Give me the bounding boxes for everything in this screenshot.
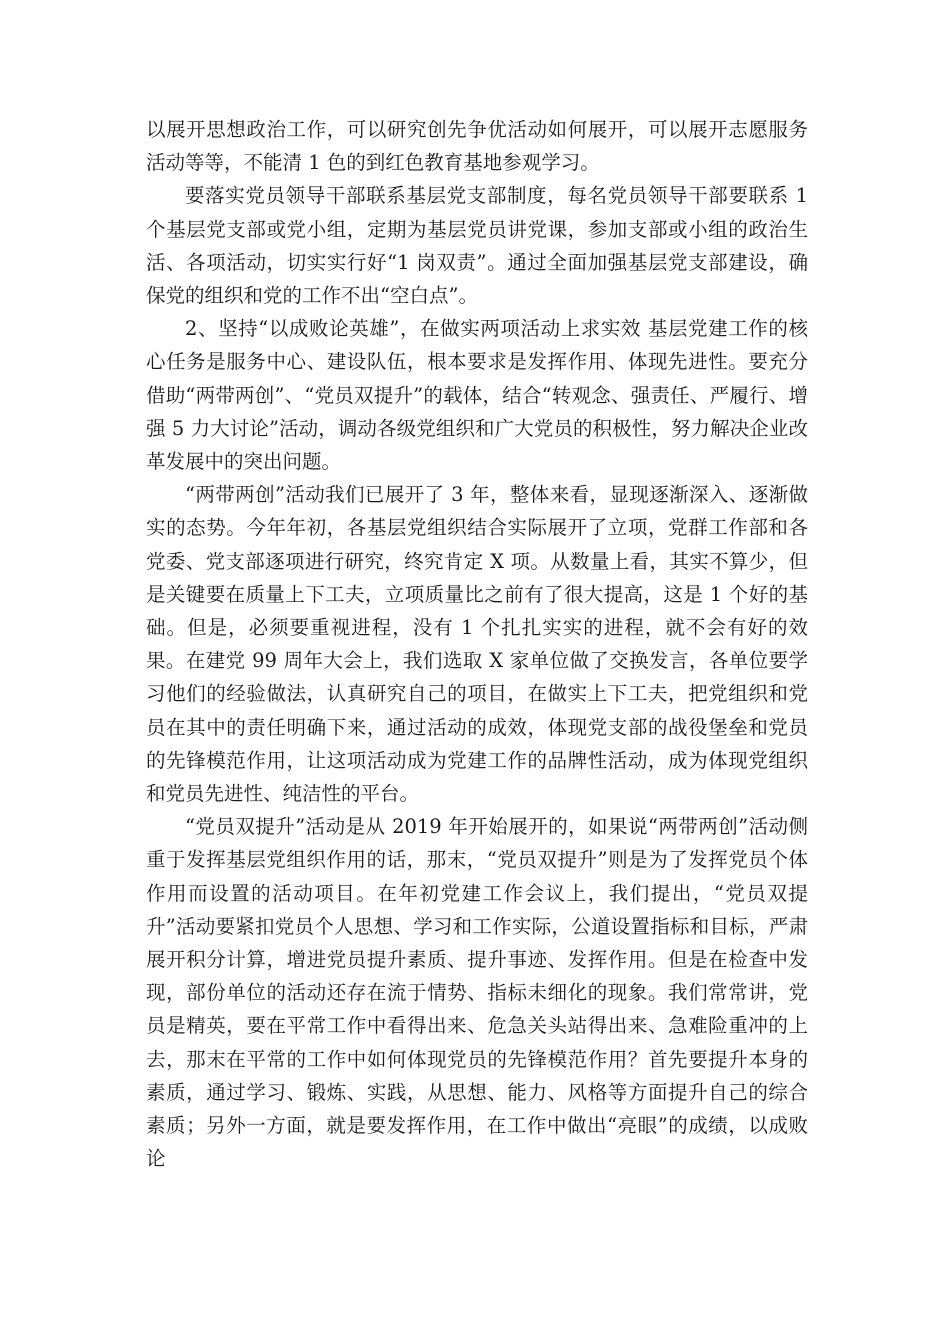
document-body <box>146 113 808 1176</box>
paragraph-dangyuan-shuangtisheng: “党员双提升”活动是从 2019 年开始展开的，如果说“两带两创”活动侧重于发挥基层党组织作用的话，那末，“党员双提升”则是为了发挥党员个体作用而设置的活动项目。在年初党建工作会议上，我们提出，“党员双提升”活动要紧扣党员个人思想、学习和工作实际，公道设置指标和目标，严肃展开积分计算，增进党员提升素质、提升事迹、发挥作用。但是在检查中发现，部份单位的活动还存在流于情势、指标未细化的现象。我们常常讲，党员是精英，要在平常工作中看得出来、危急关头站得出来、急难险重冲的上去，那末在平常的工作中如何体现党员的先锋模范作用？首先要提升本身的素质，通过学习、锻炼、实践，从思想、能力、风格等方面提升自己的综合素质；另外一方面，就是要发挥作用，在工作中做出“亮眼”的成绩，以成败论 <box>146 815 808 1171</box>
paragraph-continuation: 以展开思想政治工作，可以研究创先争优活动如何展开，可以展开志愿服务活动等等，不能清 1 色的到红色教育基地参观学习。 <box>146 118 808 175</box>
paragraph-liangdai-liangchuang: “两带两创”活动我们已展开了 3 年，整体来看，显现逐渐深入、逐渐做实的态势。今年年初，各基层党组织结合实际展开了立项，党群工作部和各党委、党支部逐项进行研究，终究肯定 X 项。从数量上看，其实不算少，但是关键要在质量上下工夫，立项质量比之前有了很大提高，这是 1 个好的基础。但是，必须要重视进程，没有 1 个扎扎实实的进程，就不会有好的效果。在建党 99 周年大会上，我们选取 X 家单位做了交换发言，各单位要学习他们的经验做法，认真研究自己的项目，在做实上下工夫，把党组织和党员在其中的责任明确下来，通过活动的成效，体现党支部的战役堡垒和党员的先锋模范作用，让这项活动成为党建工作的品牌性活动，成为体现党组织和党员先进性、纯洁性的平台。 <box>146 483 808 806</box>
paragraph-two-activities: 2、坚持“以成败论英雄”，在做实两项活动上求实效 基层党建工作的核心任务是服务中心、建设队伍，根本要求是发挥作用、体现先进性。要充分借助“两带两创”、“党员双提升”的载体，结合“转观念、强责任、严履行、增强 5 力大讨论”活动，调动各级党组织和广大党员的积极性，努力解决企业改革发展中的突出问题。 <box>146 317 808 474</box>
paragraph-party-liaison: 要落实党员领导干部联系基层党支部制度，每名党员领导干部要联系 1 个基层党支部或党小组，定期为基层党员讲党课，参加支部或小组的政治生活、各项活动，切实实行好“1 岗双责”。通过全面加强基层党支部建设，确保党的组织和党的工作不出“空白点”。 <box>146 184 808 308</box>
